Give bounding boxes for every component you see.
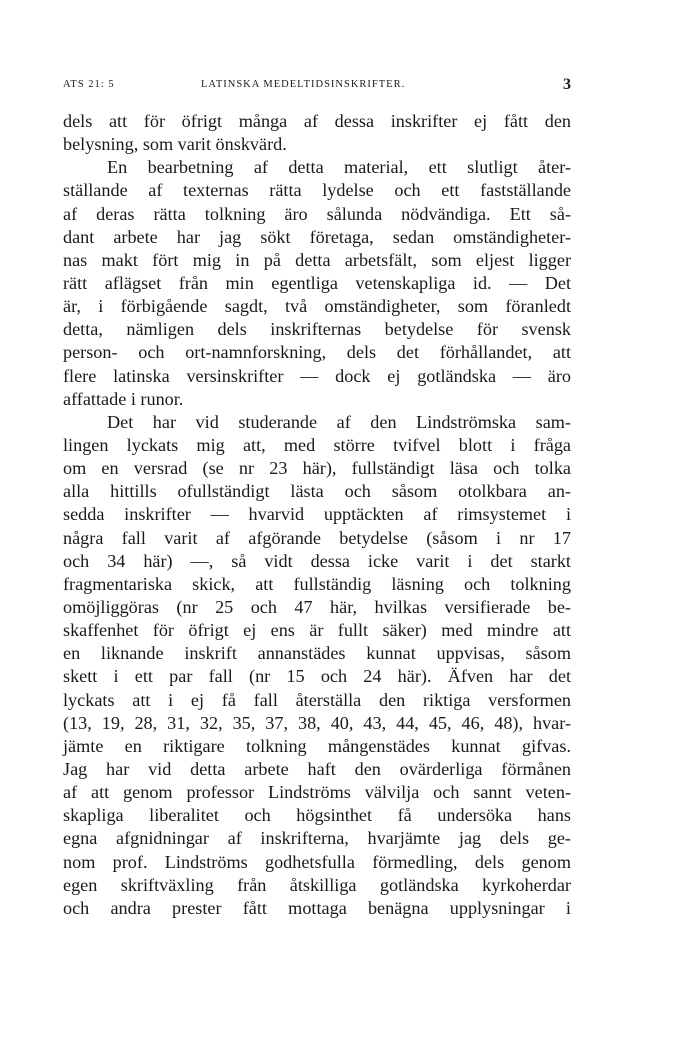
series-reference: ATS 21: 5 [63, 79, 115, 90]
text-line: af att genom professor Lindströms välvilja och sannt veten- [63, 782, 571, 803]
text-line: detta, nämligen dels inskrifternas betydelse för svensk [63, 319, 571, 340]
text-line: nom prof. Lindströms godhetsfulla förmedling, dels genom [63, 851, 571, 872]
text-line: belysning, som varit önskvärd. [63, 134, 287, 155]
text-line: egen skriftväxling från åtskilliga gotländska kyrkoherdar [63, 874, 571, 895]
text-line: fragmentariska skick, att fullständig läsning och tolkning [63, 573, 571, 594]
text-line: rätt aflägset från min egentliga vetenskapliga id. — Det [63, 272, 571, 293]
running-head [63, 76, 571, 96]
text-line: lingen lyckats mig att, med större tvifvel blott i fråga [63, 434, 571, 455]
text-line: Jag har vid detta arbete haft den ovärderliga förmånen [63, 758, 571, 779]
running-title: LATINSKA MEDELTIDSINSKRIFTER. [201, 79, 406, 90]
text-line: jämte en riktigare tolkning mångenstädes kunnat gifvas. [63, 735, 571, 756]
text-line: skett i ett par fall (nr 15 och 24 här). Äfven har det [63, 666, 571, 687]
text-line: (13, 19, 28, 31, 32, 35, 37, 38, 40, 43, 44, 45, 46, 48), hvar- [63, 712, 571, 733]
text-line: egna afgnidningar af inskrifterna, hvarjämte jag dels ge- [63, 828, 571, 849]
text-line: sedda inskrifter — hvarvid upptäckten af rimsystemet i [63, 504, 571, 525]
text-line: Det har vid studerande af den Lindströmska sam- [107, 411, 571, 432]
text-line: några fall varit af afgörande betydelse (såsom i nr 17 [63, 527, 571, 548]
text-line: lyckats att i ej få fall återställa den riktiga versformen [63, 689, 571, 710]
text-line: alla hittills ofullständigt lästa och såsom otolkbara an- [63, 481, 571, 502]
text-line: och andra prester fått mottaga benägna upplysningar i [63, 897, 571, 918]
text-line: skaffenhet för öfrigt ej ens är fullt säker) med mindre att [63, 620, 571, 641]
body-text [63, 110, 571, 920]
text-line: är, i förbigående sagdt, två omständigheter, som föranledt [63, 296, 571, 317]
text-line: af deras rätta tolkning äro sålunda nödvändiga. Ett så- [63, 203, 571, 224]
text-line: nas makt fört mig in på detta arbetsfält, som eljest ligger [63, 249, 571, 270]
text-line: om en versrad (se nr 23 här), fullständigt läsa och tolka [63, 458, 571, 479]
text-line: person- och ort-namnforskning, dels det förhållandet, att [63, 342, 571, 363]
page-number: 3 [563, 76, 571, 93]
text-line: dels att för öfrigt många af dessa inskrifter ej fått den [63, 111, 571, 131]
text-line: en liknande inskrift annanstädes kunnat uppvisas, såsom [63, 643, 571, 664]
text-line: En bearbetning af detta material, ett slutligt åter- [107, 157, 571, 178]
text-line: affattade i runor. [63, 388, 184, 409]
text-line: omöjliggöras (nr 25 och 47 här, hvilkas versifierade be- [63, 596, 571, 617]
text-line: dant arbete har jag sökt företaga, sedan omständigheter- [63, 226, 571, 247]
text-line: ställande af texternas rätta lydelse och ett fastställande [63, 180, 571, 201]
text-line: skapliga liberalitet och högsinthet få undersöka hans [63, 805, 571, 826]
text-line: och 34 här) —, så vidt dessa icke varit i det starkt [63, 550, 571, 571]
text-line: flere latinska versinskrifter — dock ej gotländska — äro [63, 365, 571, 386]
